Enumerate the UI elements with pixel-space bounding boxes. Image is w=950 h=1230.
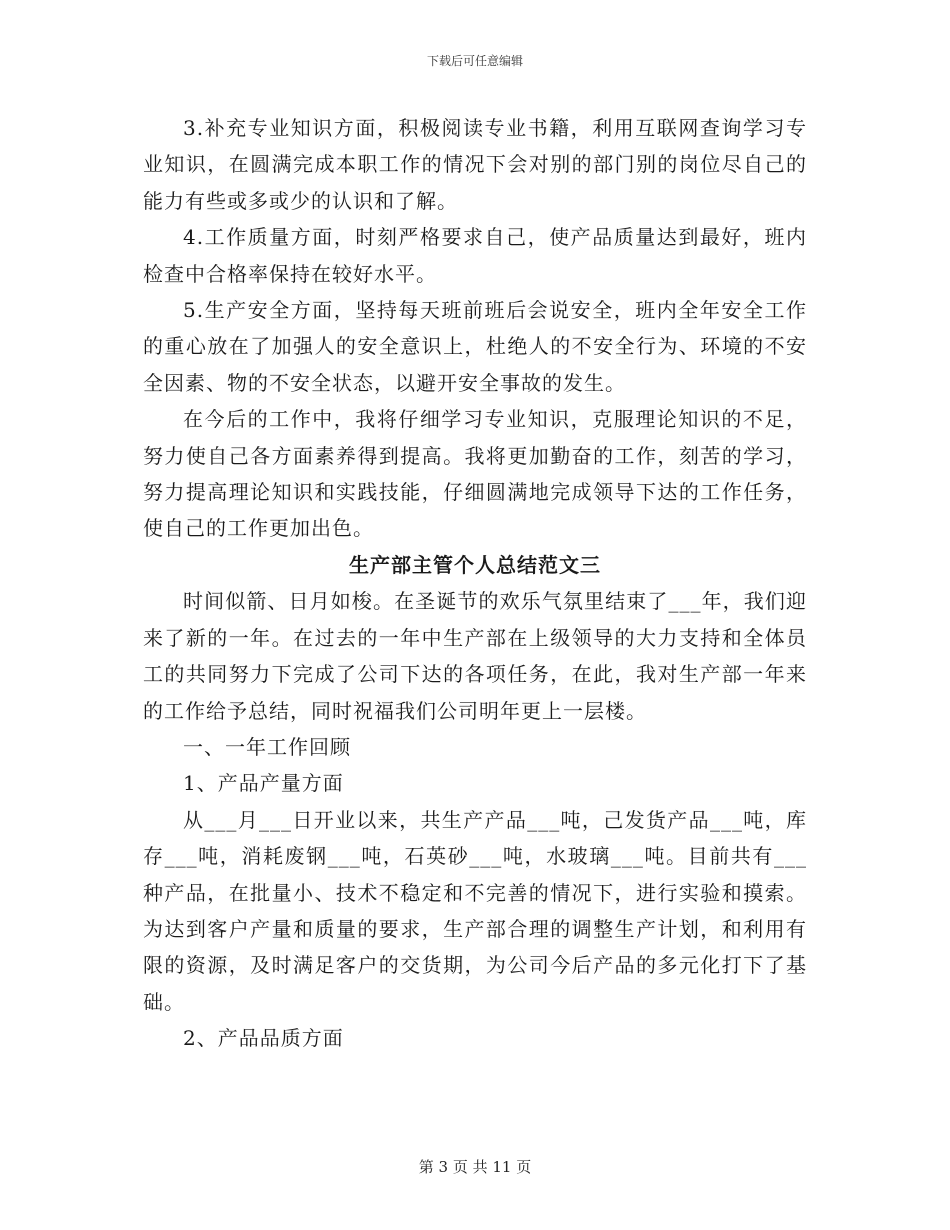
paragraph-review-title: 一、一年工作回顾 <box>183 734 351 759</box>
document-body <box>143 110 807 1057</box>
paragraph-intro: 时间似箭、日月如梭。在圣诞节的欢乐气氛里结束了___年，我们迎来了新的一年。在过去的一年中生产部在上级领导的大力支持和全体员工的共同努力下完成了公司下达的各项任务，在此，我对生产部一年来的工作给予总结，同时祝福我们公司明年更上一层楼。 <box>143 589 807 723</box>
paragraph-future: 在今后的工作中，我将仔细学习专业知识，克服理论知识的不足，努力使自己各方面素养得到提高。我将更加勤奋的工作，刻苦的学习，努力提高理论知识和实践技能，仔细圆满地完成领导下达的工作任务，使自己的工作更加出色。 <box>143 407 807 541</box>
paragraph-output-title: 1、产品产量方面 <box>183 771 344 796</box>
paragraph-knowledge: 3.补充专业知识方面，积极阅读专业书籍，利用互联网查询学习专业知识，在圆满完成本职工作的情况下会对别的部门别的岗位尽自己的能力有些或多或少的认识和了解。 <box>143 116 807 213</box>
paragraph-quality-title: 2、产品品质方面 <box>183 1026 344 1051</box>
paragraph-quality: 4.工作质量方面，时刻严格要求自己，使产品质量达到最好，班内检查中合格率保持在较好水平。 <box>143 225 807 286</box>
page-footer: 第 3 页 共 11 页 <box>418 1158 532 1176</box>
page-header: 下载后可任意编辑 <box>426 54 523 68</box>
paragraph-safety: 5.生产安全方面，坚持每天班前班后会说安全，班内全年安全工作的重心放在了加强人的安全意识上，杜绝人的不安全行为、环境的不安全因素、物的不安全状态，以避开安全事故的发生。 <box>143 298 807 395</box>
paragraph-output: 从___月___日开业以来，共生产产品___吨，己发货产品___吨，库存___吨，消耗废钢___吨，石英砂___吨，水玻璃___吨。目前共有___种产品，在批量小、技术不稳定和不完善的情况下，进行实验和摸索。为达到客户产量和质量的要求，生产部合理的调整生产计划，和利用有限的资源，及时满足客户的交货期，为公司今后产品的多元化打下了基础。 <box>143 807 807 1014</box>
section-heading: 生产部主管个人总结范文三 <box>349 552 601 577</box>
